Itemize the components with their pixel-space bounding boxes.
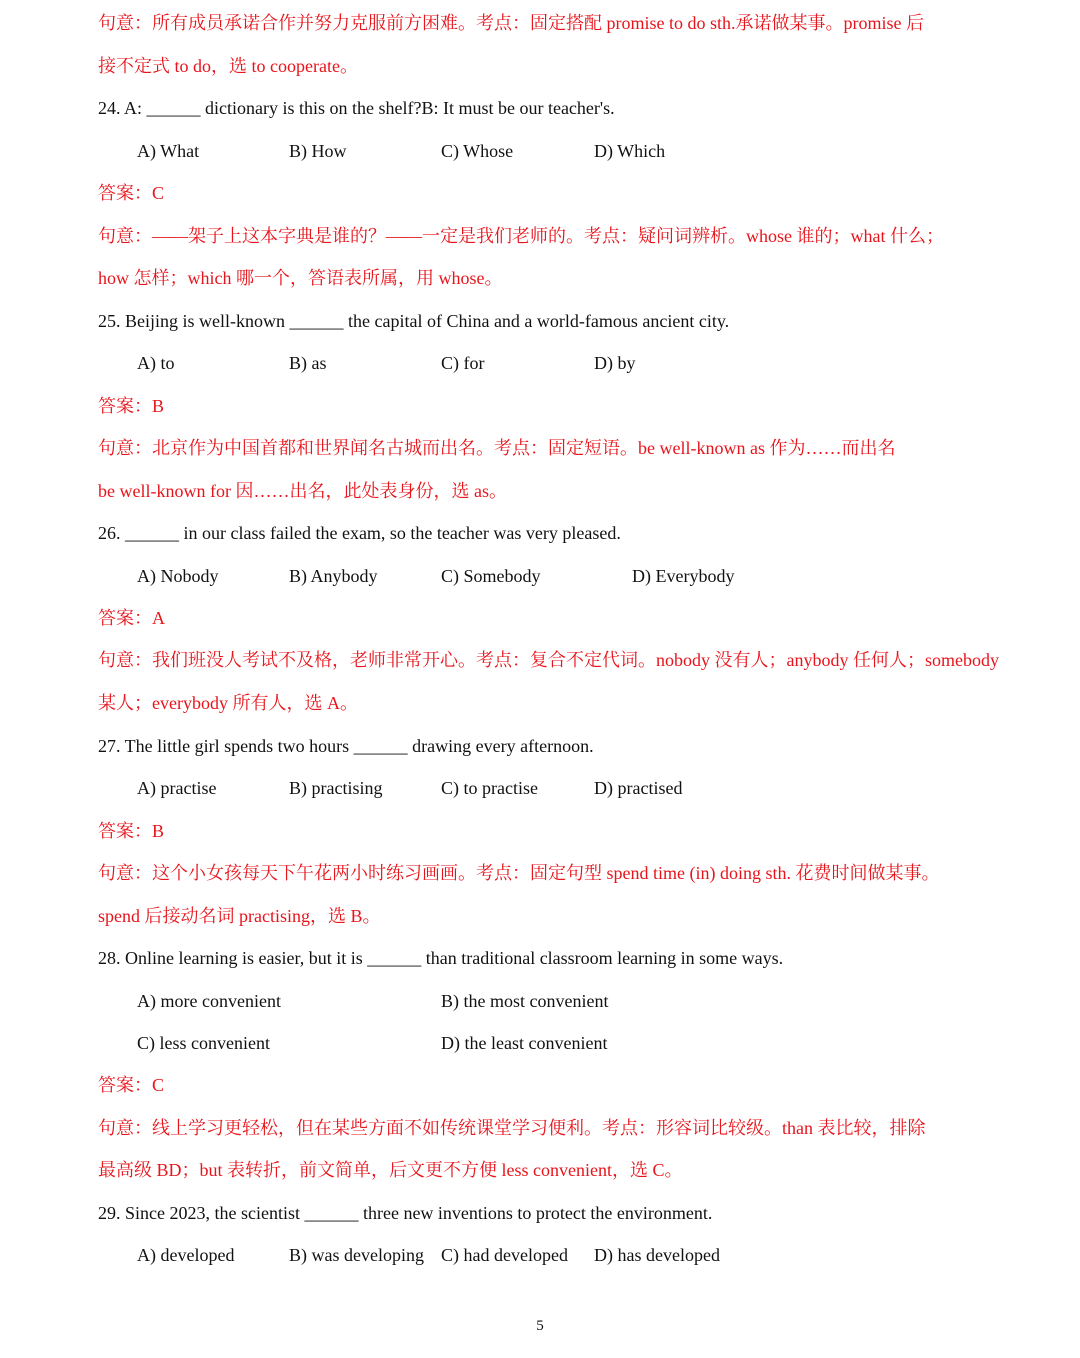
q29-option-d: D) has developed [594,1245,720,1265]
q25-question: 25. Beijing is well-known ______ the capital of China and a world-famous ancient city. [98,311,730,331]
q26-question: 26. ______ in our class failed the exam, so the teacher was very pleased. [98,523,621,543]
q26-option-a: A) Nobody [137,566,219,586]
page-number: 5 [536,1318,544,1334]
q25-option-b: B) as [289,353,327,373]
q29-question: 29. Since 2023, the scientist ______ three new inventions to protect the environment. [98,1203,713,1223]
q25-explanation-line-1: 句意：北京作为中国首都和世界闻名古城而出名。考点：固定短语。be well-known as 作为……而出名 [98,438,896,458]
q28-option-d: D) the least convenient [441,1033,608,1053]
q28-explanation-line-1: 句意：线上学习更轻松，但在某些方面不如传统课堂学习便利。考点：形容词比较级。than 表比较，排除 [98,1118,926,1138]
q28-option-b: B) the most convenient [441,991,609,1011]
q24-explanation-line-1: 句意：——架子上这本字典是谁的？——一定是我们老师的。考点：疑问词辨析。whose 谁的；what 什么； [98,226,944,246]
q29-option-b: B) was developing [289,1245,424,1265]
q28-option-a: A) more convenient [137,991,281,1011]
q23-explanation-line-1: 句意：所有成员承诺合作并努力克服前方困难。考点：固定搭配 promise to do sth.承诺做某事。promise 后 [98,13,924,33]
q25-answer: 答案：B [98,396,165,416]
q28-explanation-line-2: 最高级 BD；but 表转折，前文简单，后文更不方便 less convenient，选 C。 [98,1160,683,1180]
q29-option-a: A) developed [137,1245,235,1265]
q28-question: 28. Online learning is easier, but it is ______ than traditional classroom learning in some ways. [98,948,784,968]
q25-option-c: C) for [441,353,485,373]
q23-explanation-line-2: 接不定式 to do，选 to cooperate。 [98,56,358,76]
q26-option-c: C) Somebody [441,566,541,586]
q26-answer: 答案：A [98,608,165,628]
q28-option-c: C) less convenient [137,1033,270,1053]
q26-explanation-line-1: 句意：我们班没人考试不及格，老师非常开心。考点：复合不定代词。nobody 没有人；anybody 任何人；somebody [98,650,999,670]
q27-option-c: C) to practise [441,778,538,798]
q26-option-d: D) Everybody [632,566,735,586]
q24-option-b: B) How [289,141,347,161]
q27-explanation-line-2: spend 后接动名词 practising，选 B。 [98,906,381,926]
q24-question: 24. A: ______ dictionary is this on the shelf?B: It must be our teacher's. [98,98,615,118]
q27-answer: 答案：B [98,821,165,841]
q26-option-b: B) Anybody [289,566,378,586]
q27-option-a: A) practise [137,778,217,798]
q24-option-c: C) Whose [441,141,514,161]
q24-option-a: A) What [137,141,200,161]
q24-explanation-line-2: how 怎样；which 哪一个，答语表所属，用 whose。 [98,268,503,288]
q25-option-d: D) by [594,353,636,373]
q26-explanation-line-2: 某人；everybody 所有人，选 A。 [98,693,358,713]
q28-answer: 答案：C [98,1075,165,1095]
q25-option-a: A) to [137,353,175,373]
q27-option-b: B) practising [289,778,383,798]
q29-option-c: C) had developed [441,1245,568,1265]
q27-option-d: D) practised [594,778,683,798]
q25-explanation-line-2: be well-known for 因……出名，此处表身份，选 as。 [98,481,507,501]
q27-question: 27. The little girl spends two hours ______ drawing every afternoon. [98,736,594,756]
q24-answer: 答案：C [98,183,165,203]
q24-option-d: D) Which [594,141,666,161]
q27-explanation-line-1: 句意：这个小女孩每天下午花两小时练习画画。考点：固定句型 spend time (in) doing sth. 花费时间做某事。 [98,863,940,883]
